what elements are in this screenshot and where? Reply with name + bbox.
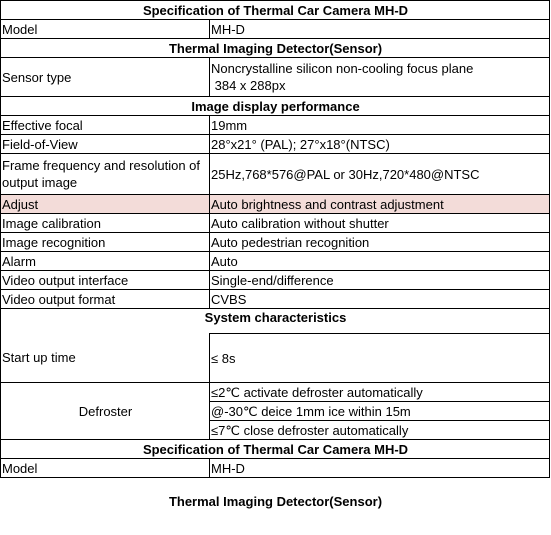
table-row [1, 58, 550, 97]
row-value: Auto brightness and contrast adjustment [210, 195, 550, 214]
row-label: Field-of-View [1, 135, 210, 154]
sheet-title: Specification of Thermal Car Camera MH-D [1, 1, 550, 20]
table-row [1, 271, 550, 290]
row-value: MH-D [210, 20, 550, 39]
row-label: Effective focal [1, 116, 210, 135]
row-label: Alarm [1, 252, 210, 271]
row-label: Image calibration [1, 214, 210, 233]
sensor-type-line: Noncrystalline silicon non-cooling focus plane [211, 61, 474, 76]
section-row [1, 478, 550, 525]
section-header-sensor: Thermal Imaging Detector(Sensor) [1, 39, 550, 58]
row-value: ≤ 8s [210, 334, 550, 383]
table-row [1, 116, 550, 135]
row-value: 28°x21° (PAL); 27°x18°(NTSC) [210, 135, 550, 154]
table-row [1, 20, 550, 39]
row-label: Video output format [1, 290, 210, 309]
row-value: Auto [210, 252, 550, 271]
sensor-resolution-line: 384 x 288px [211, 78, 286, 93]
table-row [1, 135, 550, 154]
table-row [1, 233, 550, 252]
table-row [1, 459, 550, 478]
section-header-image: Image display performance [1, 97, 550, 116]
row-label: Image recognition [1, 233, 210, 252]
row-label: Model [1, 20, 210, 39]
section-row [1, 309, 550, 334]
section-row [1, 39, 550, 58]
sheet-title-repeat: Specification of Thermal Car Camera MH-D [1, 440, 550, 459]
table-row [1, 334, 550, 383]
row-value: ≤7℃ close defroster automatically [210, 421, 550, 440]
row-label: Start up time [1, 334, 210, 383]
row-label: Model [1, 459, 210, 478]
section-header-system: System characteristics [1, 309, 550, 334]
title-row [1, 440, 550, 459]
section-header-sensor-repeat: Thermal Imaging Detector(Sensor) [168, 493, 383, 509]
row-label: Frame frequency and resolution of output image [1, 154, 210, 195]
row-label: Sensor type [1, 58, 210, 97]
table-row [1, 383, 550, 402]
table-row [1, 252, 550, 271]
table-row [1, 214, 550, 233]
row-value [210, 58, 550, 97]
table-row [1, 154, 550, 195]
row-value: 25Hz,768*576@PAL or 30Hz,720*480@NTSC [210, 154, 550, 195]
title-row [1, 1, 550, 20]
table-row [1, 290, 550, 309]
section-row [1, 97, 550, 116]
row-label: Defroster [1, 383, 210, 440]
row-value: @-30℃ deice 1mm ice within 15m [210, 402, 550, 421]
row-value: 19mm [210, 116, 550, 135]
row-label: Video output interface [1, 271, 210, 290]
row-value: ≤2℃ activate defroster automatically [210, 383, 550, 402]
row-value: CVBS [210, 290, 550, 309]
row-value: MH-D [210, 459, 550, 478]
table-row-highlighted [1, 195, 550, 214]
row-value: Single-end/difference [210, 271, 550, 290]
row-label: Adjust [1, 195, 210, 214]
row-value: Auto calibration without shutter [210, 214, 550, 233]
row-value: Auto pedestrian recognition [210, 233, 550, 252]
